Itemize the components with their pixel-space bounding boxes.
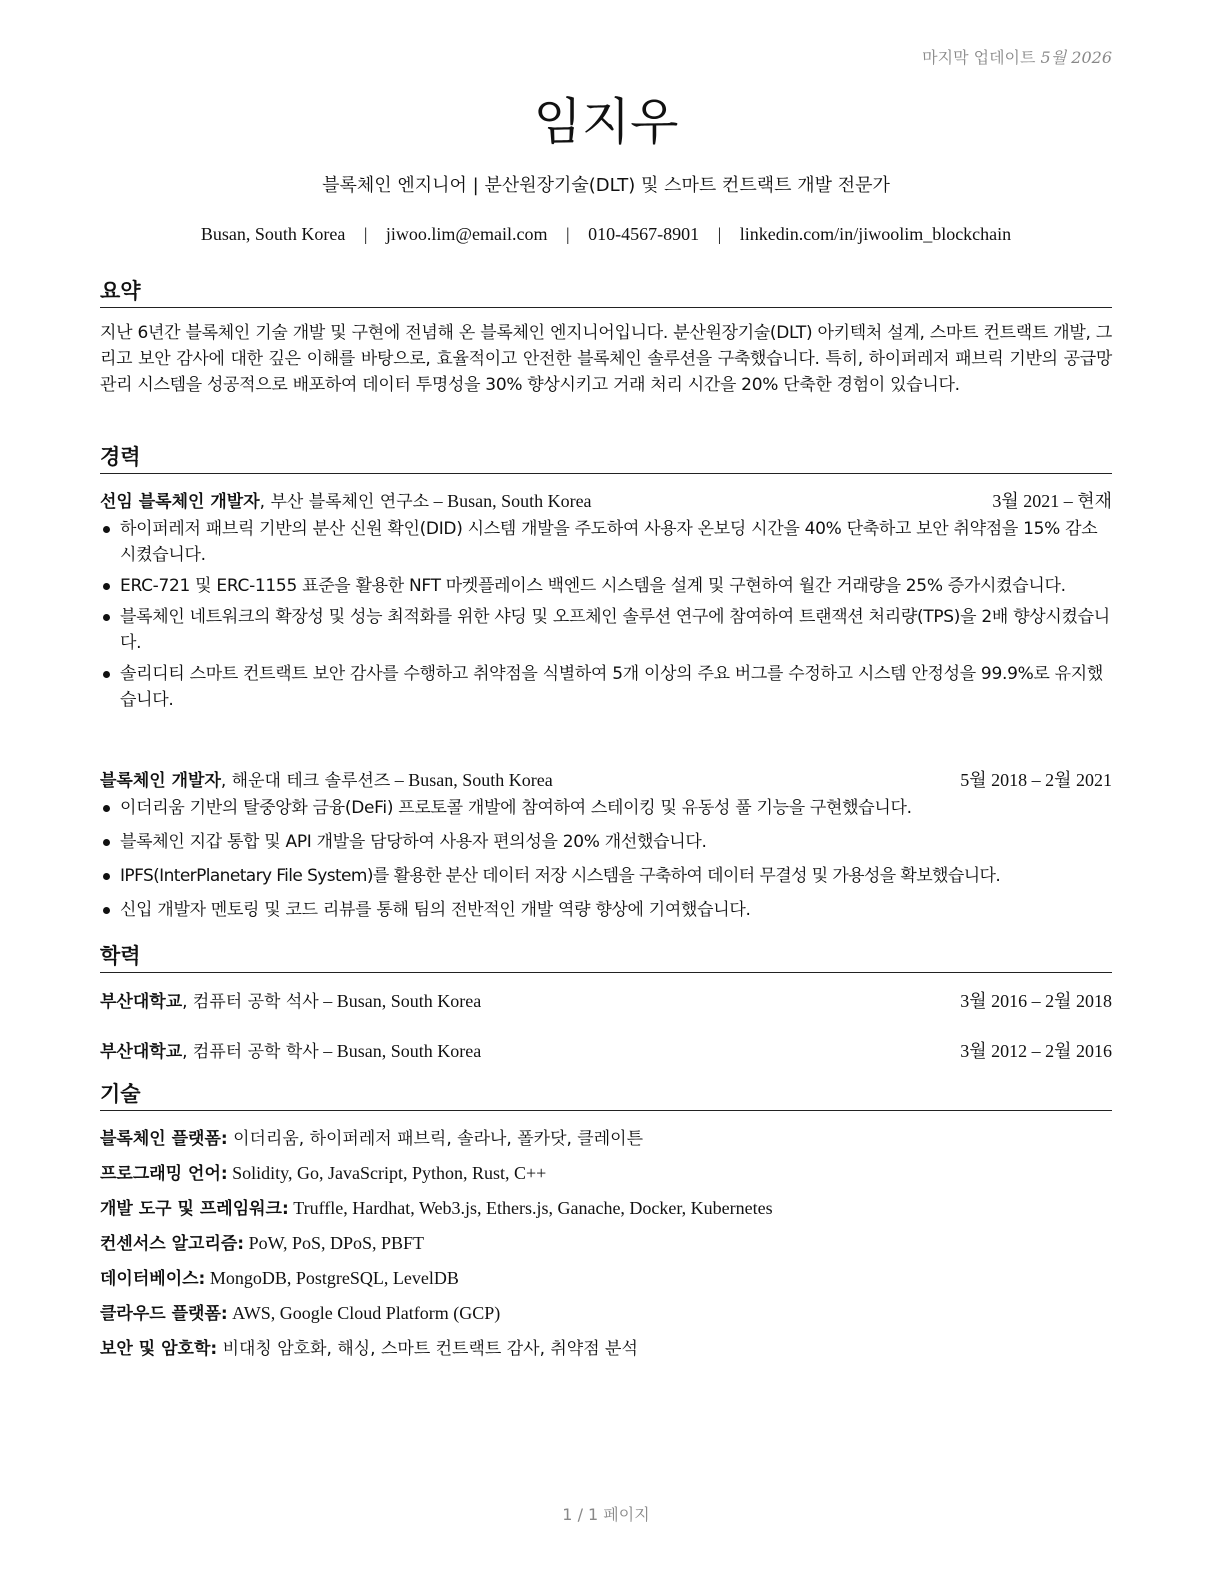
skill-row [100,1299,1112,1324]
contact-line [100,224,1112,245]
last-updated: 마지막 업데이트 5월 2026 [922,48,1112,67]
skill-value: MongoDB, PostgreSQL, LevelDB [205,1268,459,1288]
job-header [100,766,1112,790]
skill-label: 보안 및 암호학: [100,1339,218,1359]
summary-text: 지난 6년간 블록체인 기술 개발 및 구현에 전념해 온 블록체인 엔지니어입니다. 분산원장기술(DLT) 아키텍처 설계, 스마트 컨트랙트 개발, 그리고 보안 감사에 대한 깊은 이해를 바탕으로, 효율적이고 안전한 블록체인 솔루션을 구축했습니다. 특히, 하이퍼레저 패브릭 기반의 공급망 관리 시스템을 성공적으로 배포하여 데이터 투명성을 30% 향상시키고 거래 처리 시간을 20% 단축한 경험이 있습니다. [100,323,1112,395]
job-role: 선임 블록체인 개발자 [100,492,260,512]
skill-row [100,1124,1112,1149]
contact-linkedin[interactable]: linkedin.com/in/jiwoolim_blockchain [739,224,1012,244]
education-dates: 3월 2012 – 2월 2016 [960,1041,1112,1061]
skill-label: 데이터베이스: [100,1269,206,1289]
list-item: 이더리움 기반의 탈중앙화 금융(DeFi) 프로토콜 개발에 참여하여 스테이킹 및 유동성 풀 기능을 구현했습니다. [100,795,1112,821]
skill-value: Solidity, Go, JavaScript, Python, Rust, C++ [227,1163,547,1183]
education-degree: , 컴퓨터 공학 학사 [182,1042,319,1062]
job-header [100,487,1112,511]
education-place: – Busan, South Korea [318,991,482,1011]
job-place: – Busan, South Korea [429,491,592,511]
skill-label: 컨센서스 알고리즘: [100,1234,245,1254]
list-item: 블록체인 네트워크의 확장성 및 성능 최적화를 위한 샤딩 및 오프체인 솔루션 연구에 참여하여 트랜잭션 처리량(TPS)을 2배 향상시켰습니다. [100,604,1112,656]
job-bullets [100,516,1112,718]
skill-row [100,1264,1112,1289]
skill-label: 클라우드 플랫폼: [100,1304,228,1324]
skill-row [100,1194,1112,1219]
education-degree: , 컴퓨터 공학 석사 [182,992,319,1012]
skill-row [100,1229,1112,1254]
job-place: – Busan, South Korea [390,770,553,790]
contact-location: Busan, South Korea [200,224,346,244]
contact-separator: | [565,224,570,244]
job-org: , 부산 블록체인 연구소 [259,492,430,512]
contact-phone[interactable]: 010-4567-8901 [588,224,700,244]
list-item: 솔리디티 스마트 컨트랙트 보안 감사를 수행하고 취약점을 식별하여 5개 이상의 주요 버그를 수정하고 시스템 안정성을 99.9%로 유지했습니다. [100,661,1112,713]
skill-value: 이더리움, 하이퍼레저 패브릭, 솔라나, 폴카닷, 클레이튼 [227,1129,643,1149]
list-item: 블록체인 지갑 통합 및 API 개발을 담당하여 사용자 편의성을 20% 개선했습니다. [100,829,1112,855]
resume-page [100,0,1112,1584]
contact-separator: | [363,224,368,244]
education-item [100,987,1112,1011]
list-item: 하이퍼레저 패브릭 기반의 분산 신원 확인(DID) 시스템 개발을 주도하여 사용자 온보딩 시간을 40% 단축하고 보안 취약점을 15% 감소시켰습니다. [100,516,1112,568]
skill-label: 블록체인 플랫폼: [100,1129,228,1149]
education-item [100,1037,1112,1061]
job-dates: 3월 2021 – 현재 [992,491,1112,511]
contact-email[interactable]: jiwoo.lim@email.com [385,224,548,244]
contact-separator: | [717,224,722,244]
list-item: IPFS(InterPlanetary File System)를 활용한 분산 데이터 저장 시스템을 구축하여 데이터 무결성 및 가용성을 확보했습니다. [100,863,1112,889]
skill-label: 개발 도구 및 프레임워크: [100,1199,289,1219]
page-indicator: 1 / 1 페이지 [562,1505,650,1524]
job-dates: 5월 2018 – 2월 2021 [960,770,1112,790]
section-title-experience: 경력 [100,441,1112,474]
skill-value: Truffle, Hardhat, Web3.js, Ethers.js, Ganache, Docker, Kubernetes [288,1198,773,1218]
job-bullets [100,795,1112,931]
skill-value: 비대칭 암호화, 해싱, 스마트 컨트랙트 감사, 취약점 분석 [217,1339,638,1359]
list-item: ERC-721 및 ERC-1155 표준을 활용한 NFT 마켓플레이스 백엔드 시스템을 설계 및 구현하여 월간 거래량을 25% 증가시켰습니다. [100,573,1112,599]
skill-row [100,1334,1112,1359]
section-title-education: 학력 [100,940,1112,973]
candidate-name: 임지우 [533,93,679,151]
list-item: 신입 개발자 멘토링 및 코드 리뷰를 통해 팀의 전반적인 개발 역량 향상에 기여했습니다. [100,897,1112,923]
skill-row [100,1159,1112,1184]
skill-value: PoW, PoS, DPoS, PBFT [244,1233,425,1253]
education-dates: 3월 2016 – 2월 2018 [960,991,1112,1011]
skill-value: AWS, Google Cloud Platform (GCP) [227,1303,501,1323]
education-school: 부산대학교 [100,992,183,1012]
candidate-subtitle: 블록체인 엔지니어 | 분산원장기술(DLT) 및 스마트 컨트랙트 개발 전문가 [322,175,890,196]
section-title-skills: 기술 [100,1078,1112,1111]
education-place: – Busan, South Korea [318,1041,482,1061]
job-role: 블록체인 개발자 [100,771,221,791]
section-title-summary: 요약 [100,275,1112,308]
skill-label: 프로그래밍 언어: [100,1164,228,1184]
job-org: , 해운대 테크 솔루션즈 [220,771,391,791]
education-school: 부산대학교 [100,1042,183,1062]
